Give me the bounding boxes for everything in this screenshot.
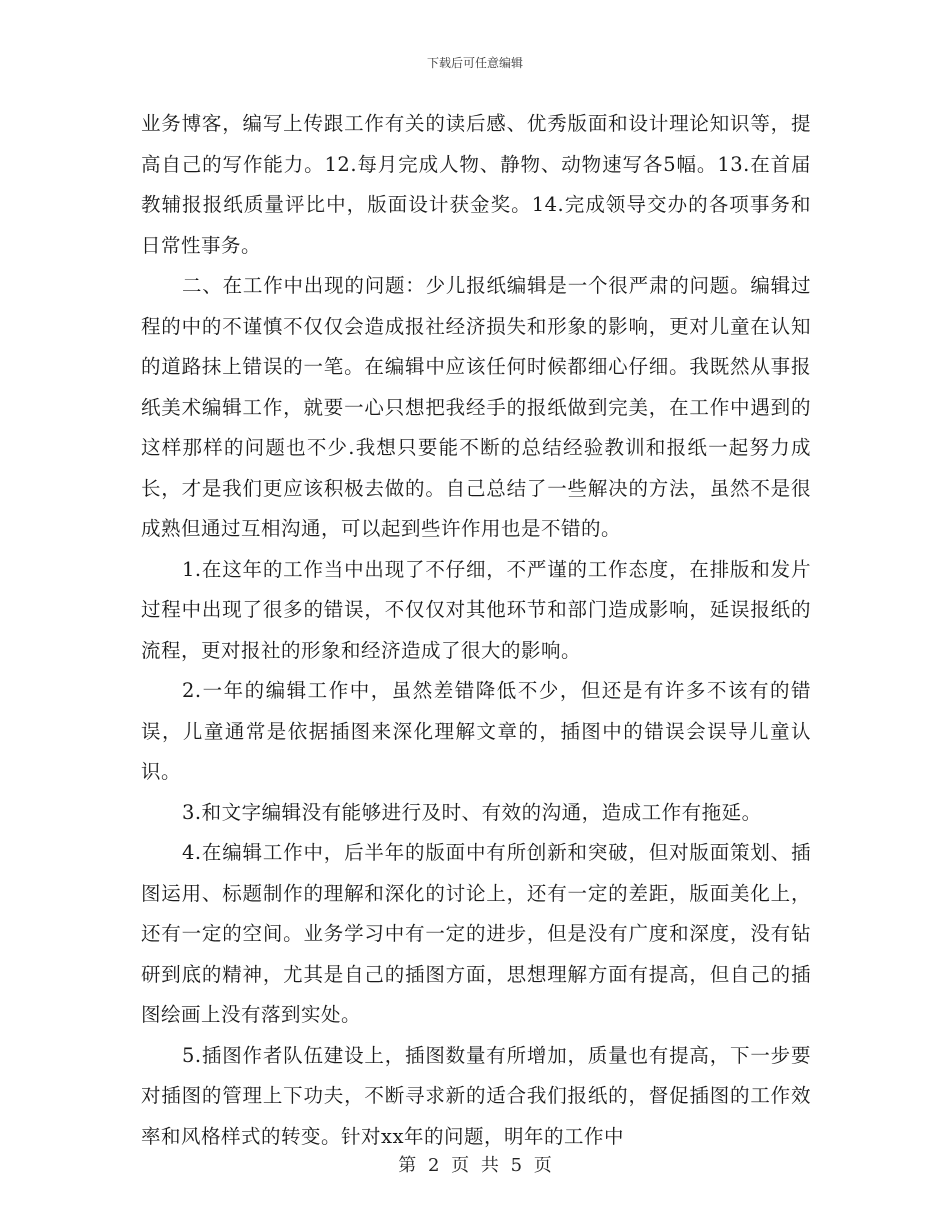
paragraph-item-3: 3.和文字编辑没有能够进行及时、有效的沟通，造成工作有拖延。 [182,800,762,824]
document-body [141,104,811,1157]
paragraph-item-4: 4.在编辑工作中，后半年的版面中有所创新和突破，但对版面策划、插图运用、标题制作的理解和深化的讨论上，还有一定的差距，版面美化上，还有一定的空间。业务学习中有一定的进步，但是没有广度和深度，没有钻研到底的精神，尤其是自己的插图方面，思想理解方面有提高，但自己的插图绘画上没有落到实处。 [141,841,811,1026]
paragraph-problems-intro: 二、在工作中出现的问题：少儿报纸编辑是一个很严肃的问题。编辑过程的中的不谨慎不仅仅会造成报社经济损失和形象的影响，更对儿童在认知的道路抹上错误的一笔。在编辑中应该任何时候都细心仔细。我既然从事报纸美术编辑工作，就要一心只想把我经手的报纸做到完美，在工作中遇到的这样那样的问题也不少.我想只要能不断的总结经验教训和报纸一起努力成长，才是我们更应该积极去做的。自己总结了一些解决的方法，虽然不是很成熟但通过互相沟通，可以起到些许作用也是不错的。 [141,274,811,540]
page-header: 下载后可任意编辑 [426,56,523,70]
page-number: 第 2 页 共 5 页 [398,1155,552,1176]
paragraph-continued: 业务博客，编写上传跟工作有关的读后感、优秀版面和设计理论知识等，提高自己的写作能力。12.每月完成人物、静物、动物速写各5幅。13.在首届教辅报报纸质量评比中，版面设计获金奖。14.完成领导交办的各项事务和日常性事务。 [141,112,811,257]
paragraph-item-1: 1.在这年的工作当中出现了不仔细，不严谨的工作态度，在排版和发片过程中出现了很多的错误，不仅仅对其他环节和部门造成影响，延误报纸的流程，更对报社的形象和经济造成了很大的影响。 [141,557,811,662]
paragraph-item-5: 5.插图作者队伍建设上，插图数量有所增加，质量也有提高，下一步要对插图的管理上下功夫，不断寻求新的适合我们报纸的，督促插图的工作效率和风格样式的转变。针对xx年的问题，明年的工作中 [141,1043,811,1148]
paragraph-item-2: 2.一年的编辑工作中，虽然差错降低不少，但还是有许多不该有的错误，儿童通常是依据插图来深化理解文章的，插图中的错误会误导儿童认识。 [141,679,811,783]
